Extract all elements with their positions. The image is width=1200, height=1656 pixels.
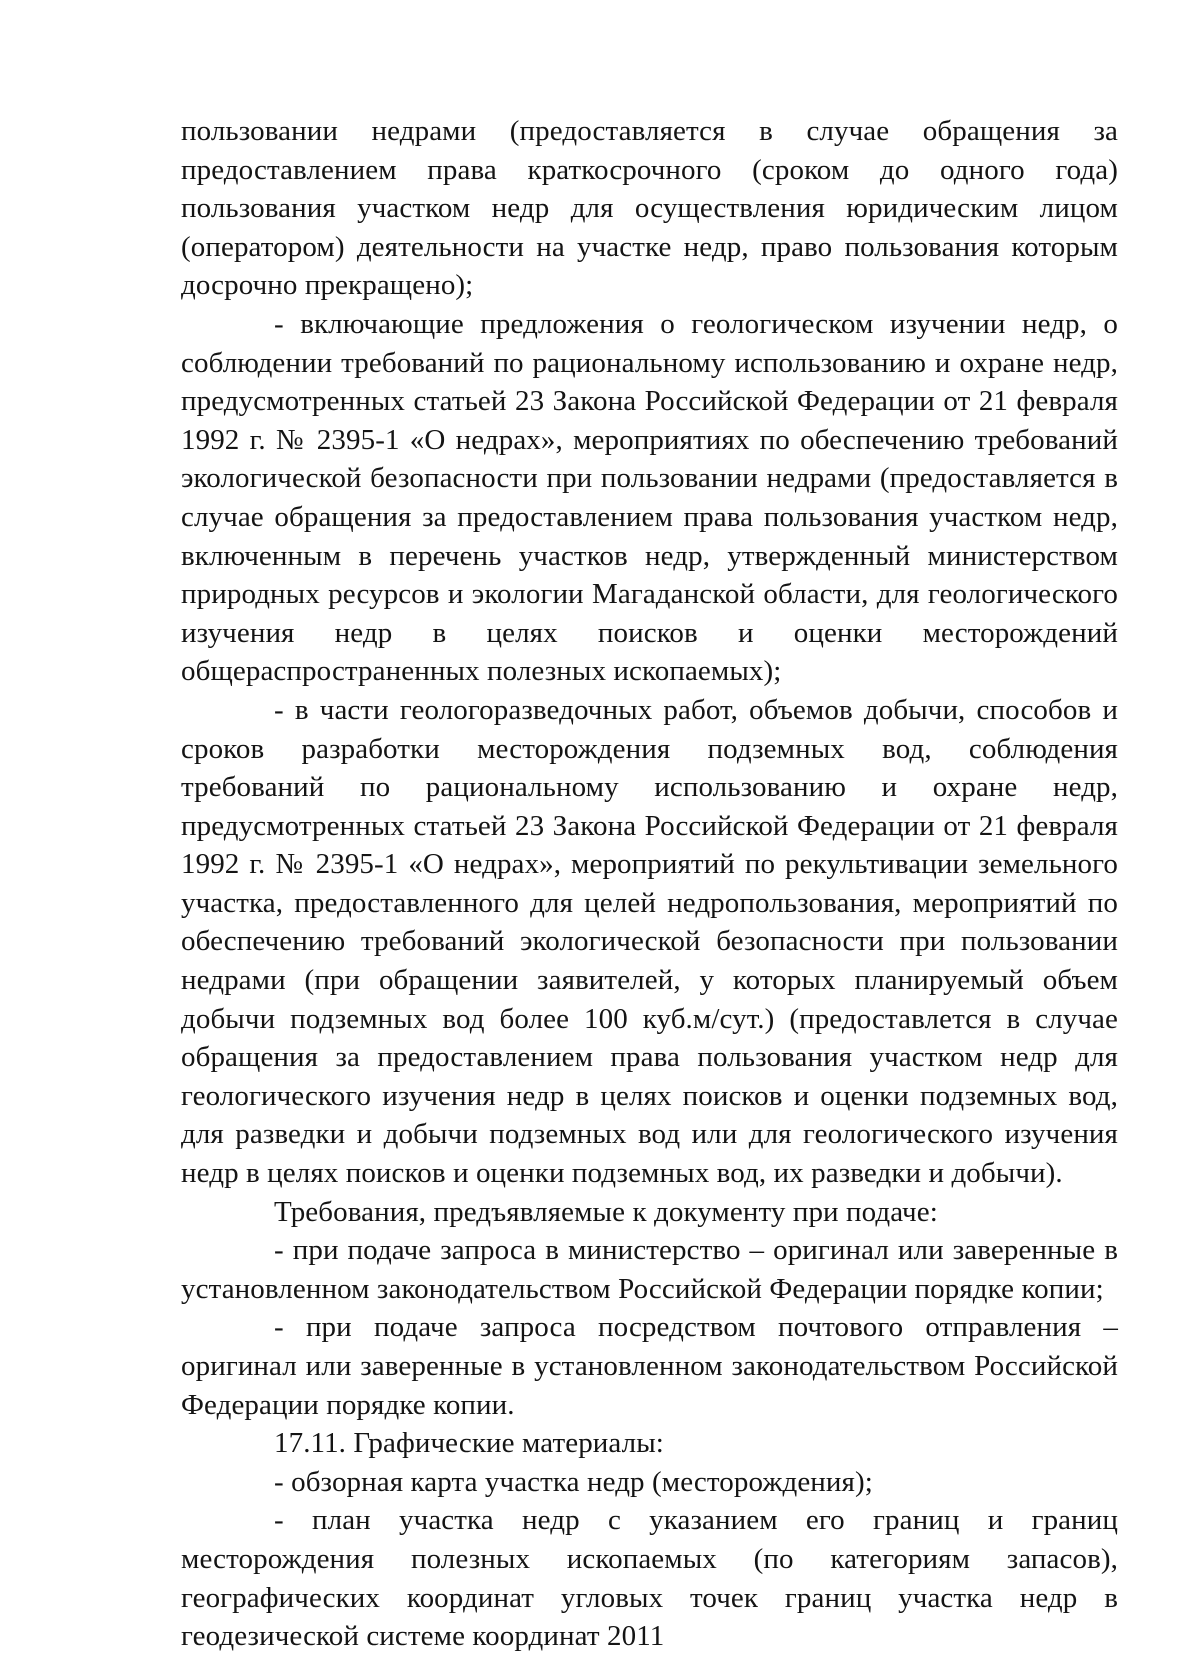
- paragraph-groundwater: - в части геологоразведочных работ, объемов добычи, способов и сроков разработки месторождения подземных вод, соблюдения требований по рациональному использованию и охране недр, предусмотренных статьей 23 Закона Российской Федерации от 21 февраля 1992 г. № 2395-1 «О недрах», мероприятий по рекультивации земельного участка, предоставленного для целей недропользования, мероприятий по обеспечению требований экологической безопасности при пользовании недрами (при обращении заявителей, у которых планируемый объем добычи подземных вод более 100 куб.м/сут.) (предоставлется в случае обращения за предоставлением права пользования участком недр для геологического изучения недр в целях поисков и оценки подземных вод, для разведки и добычи подземных вод или для геологического изучения недр в целях поисков и оценки подземных вод, их разведки и добычи).: [181, 693, 1118, 1190]
- paragraph-postal-submission: - при подаче запроса посредством почтового отправления – оригинал или заверенные в установленном законодательством Российской Федерации порядке копии.: [181, 1311, 1118, 1421]
- document-body: [181, 112, 1118, 1656]
- paragraph-ministry-submission: - при подаче запроса в министерство – оригинал или заверенные в установленном законодательством Российской Федерации порядке копии;: [181, 1234, 1118, 1305]
- section-heading-graphic-materials: 17.11. Графические материалы:: [274, 1427, 664, 1460]
- paragraph-site-plan: - план участка недр с указанием его границ и границ месторождения полезных ископаемых (по категориям запасов), географических координат угловых точек границ участка недр в геодезической системе координат 2011: [181, 1504, 1118, 1653]
- paragraph-continuation: пользовании недрами (предоставляется в случае обращения за предоставлением права краткосрочного (сроком до одного года) пользования участком недр для осуществления юридическим лицом (оператором) деятельности на участке недр, право пользования которым досрочно прекращено);: [181, 115, 1118, 302]
- paragraph-requirements-heading: Требования, предъявляемые к документу при подаче:: [274, 1195, 938, 1228]
- paragraph-geological-study: - включающие предложения о геологическом изучении недр, о соблюдении требований по рациональному использованию и охране недр, предусмотренных статьей 23 Закона Российской Федерации от 21 февраля 1992 г. № 2395-1 «О недрах», мероприятиях по обеспечению требований экологической безопасности при пользовании недрами (предоставляется в случае обращения за предоставлением права пользования участком недр, включенным в перечень участков недр, утвержденный министерством природных ресурсов и экологии Магаданской области, для геологического изучения недр в целях поисков и оценки месторождений общераспространенных полезных ископаемых);: [181, 307, 1118, 688]
- paragraph-overview-map: - обзорная карта участка недр (месторождения);: [274, 1465, 873, 1498]
